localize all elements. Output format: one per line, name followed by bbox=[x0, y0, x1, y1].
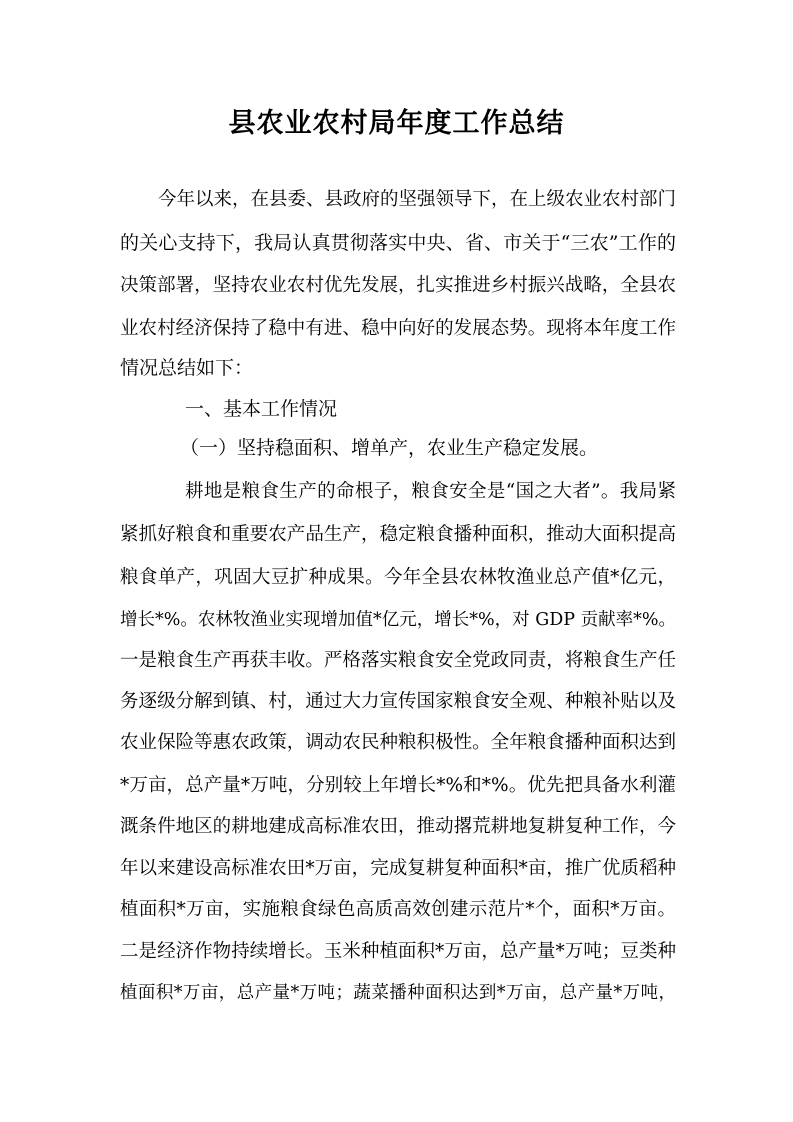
paragraph-line: 今年以来，在县委、县政府的坚强领导下，在上级农业农村部门 bbox=[158, 189, 677, 210]
paragraph-line: 情况总结如下： bbox=[120, 357, 254, 379]
paragraph-line: 农业保险等惠农政策，调动农民种粮积极性。全年粮食播种面积达到 bbox=[120, 732, 676, 753]
paragraph-line: 业农村经济保持了稳中有进、稳中向好的发展态势。现将本年度工作 bbox=[120, 318, 676, 339]
subsection-heading: （一）坚持稳面积、增单产，农业生产稳定发展。 bbox=[180, 437, 599, 459]
paragraph-line: 紧抓好粮食和重要农产品生产，稳定粮食播种面积，推动大面积提高 bbox=[120, 524, 676, 545]
paragraph-line: *万亩，总产量*万吨，分别较上年增长*%和*%。优先把具备水利灌 bbox=[120, 775, 676, 796]
paragraph-line: 植面积*万亩，实施粮食绿色高质高效创建示范片*个，面积*万亩。 bbox=[120, 899, 676, 920]
paragraph-line: 一是粮食生产再获丰收。严格落实粮食安全党政同责，将粮食生产任 bbox=[120, 650, 676, 671]
paragraph-line: 增长*%。农林牧渔业实现增加值*亿元，增长*%，对 GDP 贡献率*%。 bbox=[120, 610, 676, 630]
paragraph-line: 植面积*万亩，总产量*万吨；蔬菜播种面积达到*万亩，总产量*万吨， bbox=[120, 983, 676, 1003]
paragraph-line: 的关心支持下，我局认真贯彻落实中央、省、市关于“三农”工作的 bbox=[120, 232, 676, 254]
section-heading: 一、基本工作情况 bbox=[185, 398, 338, 420]
paragraph-line: 决策部署，坚持农业农村优先发展，扎实推进乡村振兴战略，全县农 bbox=[120, 275, 676, 296]
paragraph-line: 粮食单产，巩固大豆扩种成果。今年全县农林牧渔业总产值*亿元， bbox=[120, 567, 676, 588]
paragraph-line: 溉条件地区的耕地建成高标准农田，推动撂荒耕地复耕复种工作，今 bbox=[120, 816, 676, 837]
paragraph-line: 二是经济作物持续增长。玉米种植面积*万亩，总产量*万吨；豆类种 bbox=[120, 941, 676, 962]
document-title: 县农业农村局年度工作总结 bbox=[228, 108, 565, 139]
paragraph-line: 务逐级分解到镇、村，通过大力宣传国家粮食安全观、种粮补贴以及 bbox=[120, 691, 676, 712]
paragraph-line: 耕地是粮食生产的命根子，粮食安全是“国之大者”。我局紧 bbox=[185, 481, 676, 502]
paragraph-line: 年以来建设高标准农田*万亩，完成复耕复种面积*亩，推广优质稻种 bbox=[120, 858, 676, 879]
